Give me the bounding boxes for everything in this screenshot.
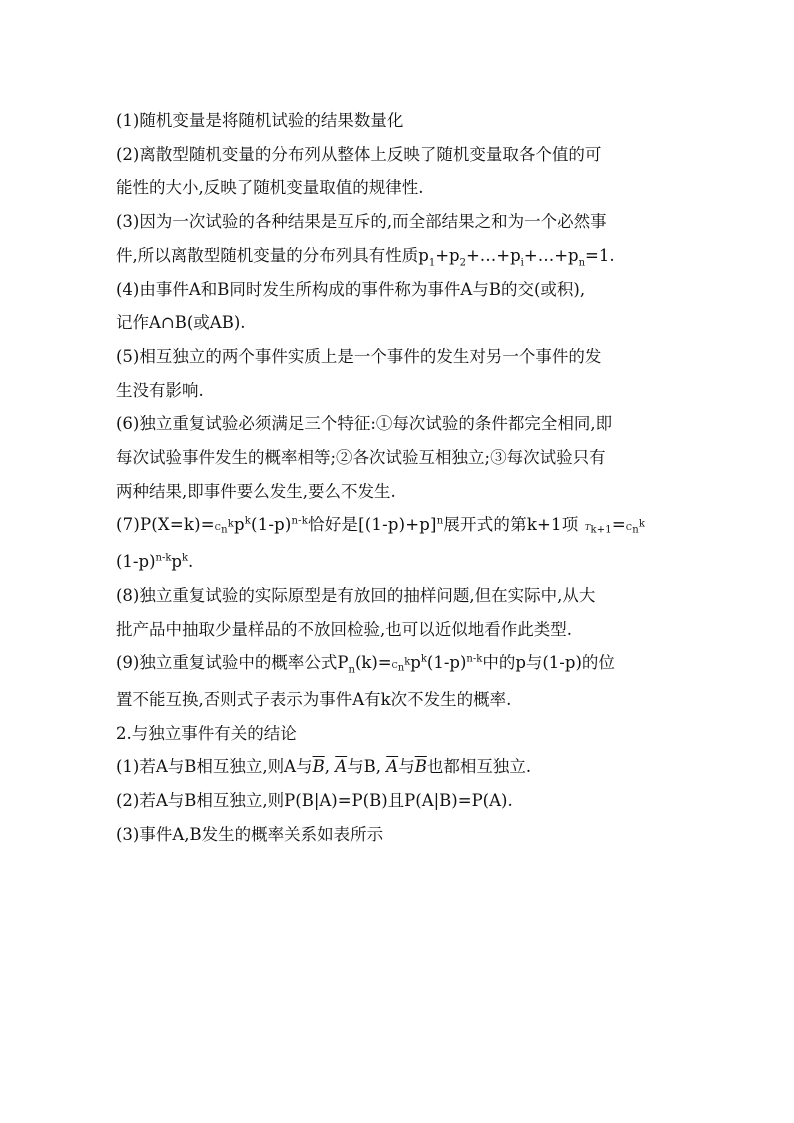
item-6-line-3: 两种结果,即事件要么发生,要么不发生. (116, 481, 396, 501)
item-9-lead: (9)独立重复试验中的概率公式P (116, 653, 349, 673)
item-9-line-1: (9)独立重复试验中的概率公式$P_n(k)=C_n^kp^k(1-p)^{n-k}$中的p与(1-p)的位 (116, 653, 615, 676)
item-1 (116, 104, 686, 138)
item-8-line-1: (8)独立重复试验的实际原型是有放回的抽样问题,但在实际中,从大 (116, 585, 596, 605)
document-body (116, 104, 686, 851)
item-6 (116, 407, 686, 508)
item-3-lead: 件,所以离散型随机变量的分布列具有性质p (116, 245, 429, 265)
item-7-line-1: $(7)P(X=k)=C_n^kp^k(1-p)^{n-k}$恰好是$[(1-p)+p]^n$展开式的第k+1项 $T_{k+1}=C_n^k$ (116, 515, 646, 537)
conclusion-1 (116, 750, 686, 784)
item-3-line-1: (3)因为一次试验的各种结果是互斥的,而全部结果之和为一个必然事 (116, 212, 607, 232)
item-5 (116, 340, 686, 407)
item-7-lead: (7)P(X=k)= (116, 515, 215, 535)
item-4-line-2: 记作A∩B(或AB). (116, 313, 246, 333)
item-3 (116, 205, 686, 272)
item-4-line-1: (4)由事件A和B同时发生所构成的事件称为事件A与B的交(或积), (116, 279, 586, 299)
item-1-text: (1)随机变量是将随机试验的结果数量化 (116, 111, 404, 130)
conclusion-2-text: (2)若A与B相互独立,则P(B|A)=P(B)且P(A|B)=P(A). (116, 791, 513, 811)
conclusion-1-tail: 也都相互独立. (426, 757, 532, 777)
item-5-line-1: (5)相互独立的两个事件实质上是一个事件的发生对另一个事件的发 (116, 346, 602, 366)
item-5-line-2: 生没有影响. (116, 380, 204, 400)
item-3-line-2: 件,所以离散型随机变量的分布列具有性质$p_1+p_2+\dots+p_i+\dots+p_n=1$. (116, 245, 615, 269)
item-8 (116, 579, 686, 646)
conclusion-3-text: (3)事件A,B发生的概率关系如表所示 (116, 824, 384, 844)
conclusion-1-text: (1)若A与B相互独立,则A与$\overline{B}$, $\overline{A}$与B, $\overline{A}$与$\overline{B}$也都相互独立. (116, 757, 532, 777)
item-9-line-2: 置不能互换,否则式子表示为事件A有k次不发生的概率. (116, 689, 512, 709)
item-7-tail: 展开式的第k+1项 (443, 515, 579, 535)
item-7-middle: 恰好是[(1-p)+p] (308, 515, 437, 535)
item-7-line-2: $(1-p)^{n-k}p^k$. (116, 552, 194, 572)
item-9-tail: 中的p与(1-p)的位 (482, 653, 615, 673)
item-2-line-1: (2)离散型随机变量的分布列从整体上反映了随机变量取各个值的可 (116, 144, 602, 164)
item-7 (116, 508, 686, 578)
conclusion-2 (116, 784, 686, 818)
item-8-line-2: 批产品中抽取少量样品的不放回检验,也可以近似地看作此类型. (116, 619, 572, 639)
item-6-line-2: 每次试验事件发生的概率相等;②各次试验互相独立;③每次试验只有 (116, 448, 606, 468)
conclusion-3 (116, 818, 686, 852)
item-6-line-1: (6)独立重复试验必须满足三个特征:①每次试验的条件都完全相同,即 (116, 414, 613, 434)
item-9 (116, 646, 686, 716)
item-7-continuation: (1-p) (116, 552, 156, 572)
item-2-line-2: 能性的大小,反映了随机变量取值的规律性. (116, 178, 424, 198)
item-4 (116, 273, 686, 340)
section-2-heading (116, 717, 686, 751)
section-2-title: 2.与独立事件有关的结论 (116, 723, 297, 743)
item-2 (116, 138, 686, 205)
conclusion-1-lead: (1)若A与B相互独立,则A与 (116, 757, 313, 777)
